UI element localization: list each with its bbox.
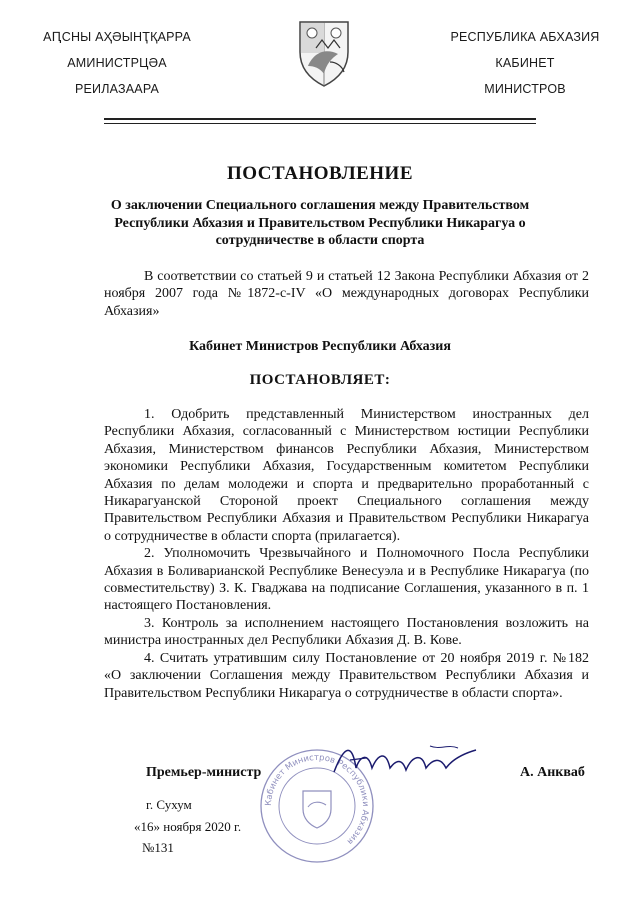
state-emblem-icon [296, 18, 352, 88]
preamble-paragraph: В соответствии со статьей 9 и статьей 12 Закона Республики Абхазия от 2 ноября 2007 года №1872-с-IV «О международных договорах Республики Абхазия» [104, 269, 589, 319]
issue-date: «16» ноября 2020 г. [134, 819, 242, 834]
header-divider-thick [104, 118, 536, 120]
header-divider-thin [104, 123, 536, 124]
seal-text: Кабинет Министров Республики Абхазия [263, 752, 371, 847]
document-title: ПОСТАНОВЛЕНИЕ [226, 163, 414, 184]
header-left-line-2: АМИНИСТРЦӘА [67, 56, 167, 70]
cabinet-heading: Кабинет Министров Республики Абхазия [189, 339, 451, 354]
header-left-line-3: РЕИЛАЗААРА [74, 82, 160, 96]
resolution-items [104, 406, 589, 702]
resolution-item-1: 1. Одобрить представленный Министерством иностранных дел Республики Абхазия, согласованный с Министерством юстиции Республики Абхазия, Министерством финансов Республики Абхазия, Министерством экономики Республики Абхазия, Государственным комитетом Республики Абхазия по делам молодежи и спорта и предварительно проработанный с Никарагуанской Стороной проект Специального соглашения между Правительством Республики Абхазия и Правительством Республики Никарагуа о сотрудничестве в области спорта (прилагается). [104, 407, 589, 544]
signatory-title: Премьер-министр [146, 765, 262, 780]
header-right-line-2: КАБИНЕТ [495, 56, 555, 70]
resolution-item-2: 2. Уполномочить Чрезвычайного и Полномочного Посла Республики Абхазия в Боливарианской Республике Венесуэла и в Республике Никарагуа (по совместительству) З. К. Гваджава на подписание Соглашения, указанного в п. 1 настоящего Постановления. [104, 546, 589, 614]
header-left-line-1: АԤСНЫ АҲӘЫНҬҚАРРА [43, 30, 191, 44]
issue-city: г. Сухум [146, 797, 192, 812]
handwritten-signature [330, 738, 480, 788]
header-right [440, 24, 610, 102]
document-subtitle: О заключении Специального соглашения между Правительством Республики Абхазия и Правительством Республики Никарагуа о сотрудничестве в области спорта [110, 198, 530, 248]
resolves-heading: ПОСТАНОВЛЯЕТ: [249, 372, 391, 388]
resolution-item-3: 3. Контроль за исполнением настоящего Постановления возложить на министра иностранных дел Республики Абхазия Д. В. Кове. [104, 615, 589, 649]
header-right-line-3: МИНИСТРОВ [484, 82, 566, 96]
document-number: №131 [142, 840, 174, 855]
header-left [32, 24, 202, 102]
signatory-name: А. Анкваб [520, 765, 585, 780]
header-right-line-1: РЕСПУБЛИКА АБХАЗИЯ [450, 30, 600, 44]
resolution-item-4: 4. Считать утратившим силу Постановление от 20 ноября 2019 г. №182 «О заключении Соглашения между Правительством Республики Абхазия и Правительством Республики Никарагуа о сотрудничестве в области спорта». [104, 650, 589, 701]
